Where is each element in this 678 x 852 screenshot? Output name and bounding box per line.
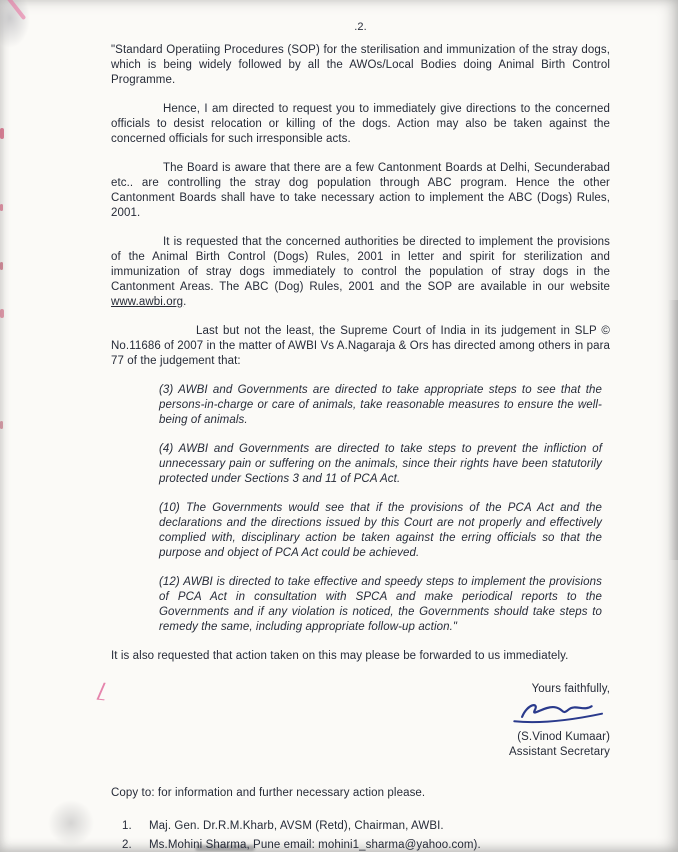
copy-item-text: Ms.Mohini Sharma, Pune email: mohini1_sharma@yahoo.com). xyxy=(149,839,481,851)
para-supreme-court: Last but not the least, the Supreme Court of India in its judgement in SLP © No.11686 of 2007 in the matter of AWBI Vs A.Nagaraja & Ors has directed among others in para 77 of the judgement that: xyxy=(111,325,610,367)
scan-edge-mark xyxy=(0,421,3,429)
quote-para-4: (4) AWBI and Governments are directed to take steps to prevent the infliction of unnecessary pain or suffering on the animals, since their rights have been statutorily protected under Sections 3 and 11 of PCA Act. xyxy=(159,443,602,485)
quote-para-10: (10) The Governments would see that if the provisions of the PCA Act and the declarations and the directions issued by this Court are not properly and effectively complied with, disciplinary action be taken against the erring officials so that the purpose and object of PCA Act could be achieved. xyxy=(159,502,602,559)
para-abc-implementation-text: It is requested that the concerned authorities be directed to implement the provisions of the Animal Birth Control (Dogs) Rules, 2001 in letter and spirit for sterilization and immunization of stray dogs immediately to control the population of stray dogs in the Cantonment Areas. The ABC (Dog) Rules, 2001 and the SOP are available in our website xyxy=(111,236,610,293)
page-number: .2. xyxy=(354,21,367,33)
para-sop-intro: "Standard Operatiing Procedures (SOP) for the sterilisation and immunization of the stray dogs, which is being widely followed by all the AWOs/Local Bodies doing Animal Birth Control Programme. xyxy=(111,44,610,86)
copy-list-item xyxy=(111,819,610,834)
scan-edge-mark xyxy=(0,262,3,270)
signatory-title: Assistant Secretary xyxy=(509,746,610,758)
para-abc-implementation-period: . xyxy=(183,296,187,308)
scan-smudge-right-edge xyxy=(668,300,678,560)
para-cantonment-boards: The Board is aware that there are a few Cantonment Boards at Delhi, Secunderabad etc.. are controlling the stray dog population through ABC program. Hence the other Cantonment Boards shall have to take necessary action to implement the ABC (Dogs) Rules, 2001. xyxy=(111,162,610,219)
letter-body xyxy=(111,20,610,852)
copy-item-number: 2. xyxy=(122,839,132,851)
closing-block xyxy=(111,682,610,760)
scan-edge-mark xyxy=(0,128,4,139)
scan-pink-streak xyxy=(0,0,26,20)
copy-item-text: Maj. Gen. Dr.R.M.Kharb, AVSM (Retd), Chairman, AWBI. xyxy=(149,820,444,832)
copy-list xyxy=(111,819,610,852)
website-link: www.awbi.org xyxy=(111,296,184,308)
quote-para-3: (3) AWBI and Governments are directed to take appropriate steps to see that the persons-in-charge or care of animals, take reasonable measures to ensure the well-being of animals. xyxy=(159,384,602,426)
para-directions-request: Hence, I am directed to request you to immediately give directions to the concerned officials to desist relocation or killing of the dogs. Action may also be taken against the concerned officials for such irresponsible acts. xyxy=(111,103,610,145)
copy-item-number: 1. xyxy=(122,820,132,832)
scan-smudge-top-left xyxy=(0,0,30,48)
scan-pink-pen-mark xyxy=(97,683,112,701)
signatory-name: (S.Vinod Kumaar) xyxy=(517,731,610,743)
copy-list-item xyxy=(111,838,610,852)
copy-to-heading: Copy to: for information and further necessary action please. xyxy=(111,787,426,799)
para-forward-action: It is also requested that action taken on this may please be forwarded to us immediately. xyxy=(111,650,569,662)
scan-edge-mark xyxy=(0,309,4,318)
quote-para-12: (12) AWBI is directed to take effective and speedy steps to implement the provisions of PCA Act in consultation with SPCA and make periodical reports to the Governments and if any violation is noticed, the Governments should take steps to remedy the same, including appropriate follow-up action." xyxy=(159,576,602,633)
signature xyxy=(511,697,604,733)
para-abc-implementation xyxy=(111,235,610,310)
copy-section xyxy=(111,786,610,852)
scan-edge-mark xyxy=(0,204,3,211)
scan-smudge-bottom-left xyxy=(48,800,94,846)
valediction: Yours faithfully, xyxy=(531,683,610,695)
